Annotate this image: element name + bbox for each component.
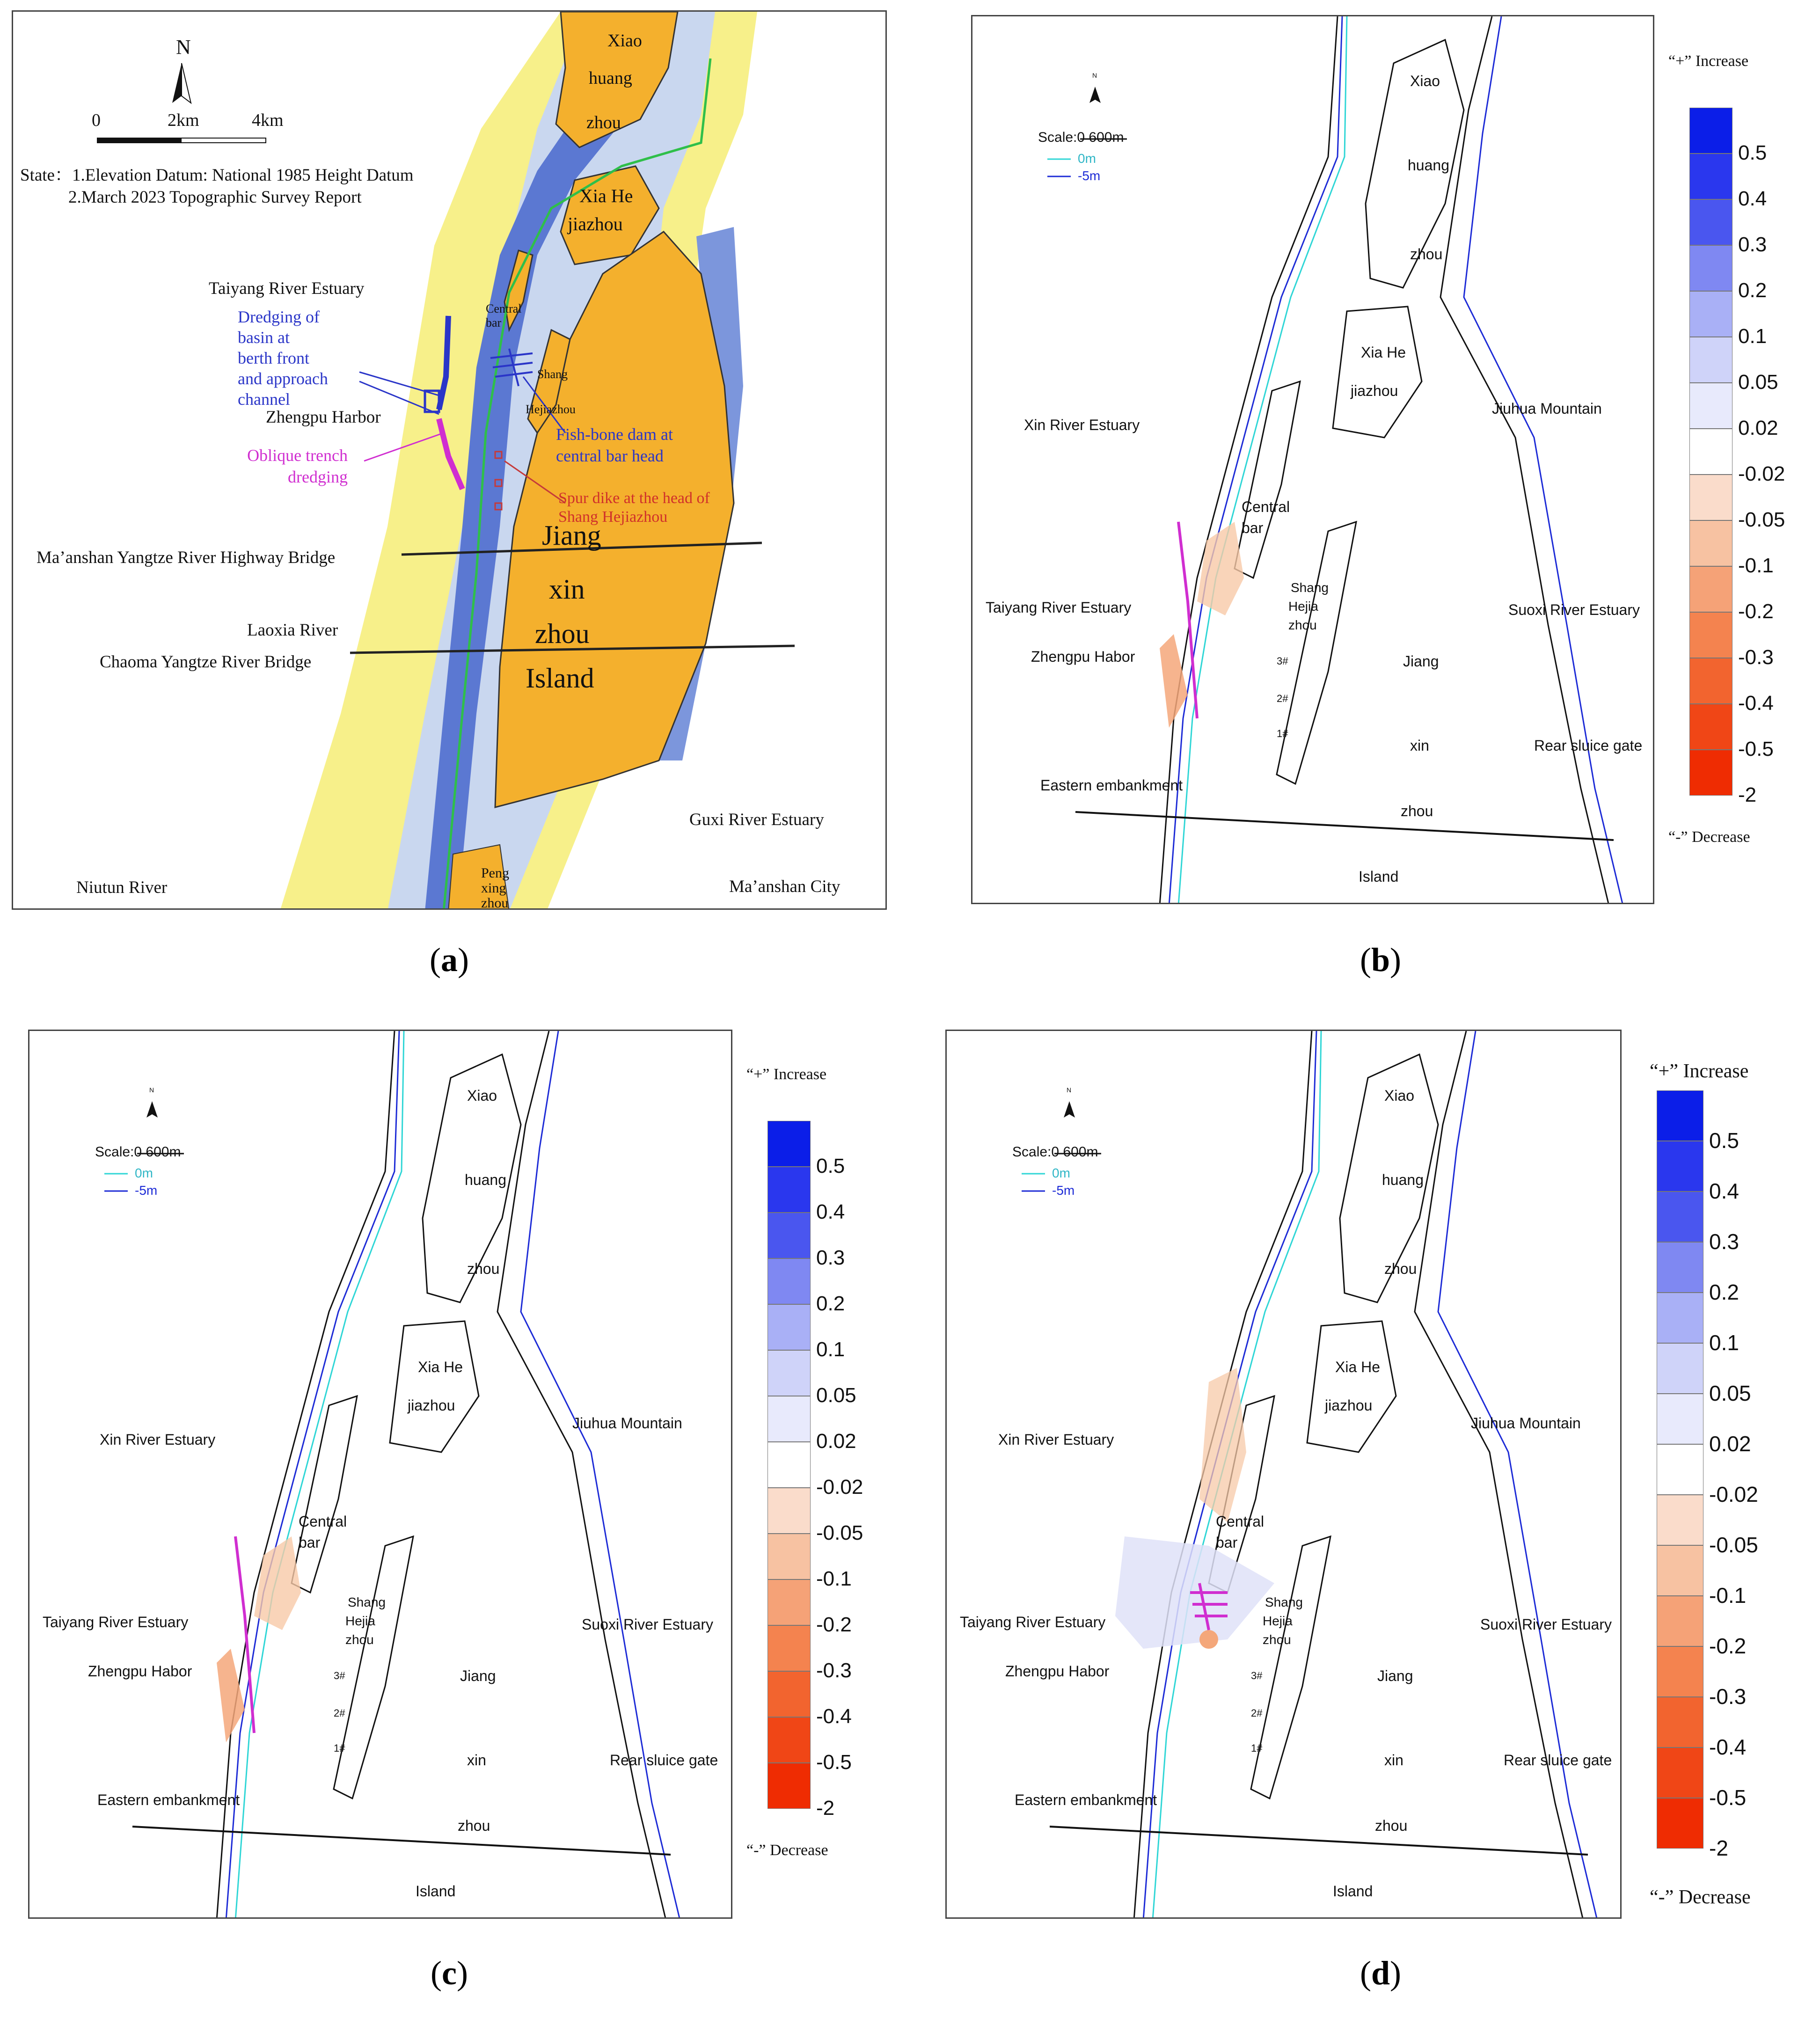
pengxing-line-1: Peng xyxy=(481,865,509,881)
colorbar-swatch xyxy=(767,1534,811,1579)
label-laoxia: Laoxia River xyxy=(247,621,338,640)
oblique-line-1: Oblique trench xyxy=(247,446,348,465)
label-central: Central xyxy=(299,1513,347,1530)
bridge-line xyxy=(1050,1827,1588,1855)
label-eastern: Eastern embankment xyxy=(1015,1791,1157,1808)
label-zhou: zhou xyxy=(467,1260,500,1277)
colorbar-level-label: -0.05 xyxy=(816,1521,863,1544)
label-taiyang: Taiyang River Estuary xyxy=(209,279,365,298)
label-zhou3: zhou xyxy=(345,1632,374,1647)
label-huang: huang xyxy=(1408,157,1449,174)
xiahejiazhou-outline xyxy=(1333,307,1422,438)
colorbar-level-label: 0.4 xyxy=(816,1200,845,1223)
colorbar-swatch xyxy=(767,1488,811,1534)
colorbar-level-label: 0.1 xyxy=(816,1338,845,1361)
north-label: N xyxy=(1092,72,1097,79)
fishbone-line-1: Fish-bone dam at xyxy=(556,425,673,444)
label-rear: Rear sluice gate xyxy=(1534,737,1643,754)
colorbar-swatch xyxy=(1657,1293,1703,1343)
label-huang: huang xyxy=(589,68,632,88)
north-label: N xyxy=(1067,1086,1072,1094)
colorbar-level-label: 0.4 xyxy=(1738,187,1767,210)
label-zhou3: zhou xyxy=(1263,1632,1291,1647)
state-line-1: State：1.Elevation Datum: National 1985 Height Datum xyxy=(20,166,414,185)
label-taiyang: Taiyang River Estuary xyxy=(43,1614,189,1630)
colorbar-level-label: 0.02 xyxy=(816,1429,856,1453)
colorbar-swatch xyxy=(767,1258,811,1304)
scale-2km: 2km xyxy=(168,110,199,130)
colorbar-level-label: 0.2 xyxy=(816,1292,845,1315)
label-jiang: Jiang xyxy=(542,520,601,551)
label-bar: bar xyxy=(1216,1534,1238,1551)
colorbar-swatch xyxy=(1689,291,1732,337)
colorbar-swatch xyxy=(1689,245,1732,291)
river-outline xyxy=(217,1031,680,1919)
label-xiao: Xiao xyxy=(467,1087,497,1104)
colorbar-swatch xyxy=(767,1671,811,1717)
pengxing-line-2: xing xyxy=(481,880,506,896)
colorbar-level-label: 0.5 xyxy=(816,1154,845,1177)
colorbar-level-label: -2 xyxy=(1709,1836,1728,1861)
label-rear: Rear sluice gate xyxy=(610,1752,718,1769)
colorbar-level-label: -0.4 xyxy=(1709,1735,1747,1760)
colorbar-swatch xyxy=(767,1167,811,1213)
colorbar-swatch xyxy=(1689,704,1732,750)
caption-d: (d) xyxy=(1360,1954,1401,1992)
label-xiao: Xiao xyxy=(1384,1087,1415,1104)
label-xiao: Xiao xyxy=(1410,73,1440,89)
legend-0m: 0m xyxy=(1052,1166,1070,1180)
scour-spot xyxy=(1199,1630,1218,1649)
colorbar-swatch xyxy=(1689,520,1732,566)
colorbar-level-label: -0.2 xyxy=(1738,599,1774,623)
caption-c: (c) xyxy=(431,1954,468,1992)
colorbar-swatch xyxy=(1689,475,1732,520)
colorbar-level-label: 0.02 xyxy=(1709,1432,1751,1456)
colorbar-level-label: -0.5 xyxy=(1738,737,1774,760)
colorbar-swatch xyxy=(1657,1495,1703,1545)
colorbar-swatch xyxy=(1689,383,1732,429)
label-shang: Shang xyxy=(1265,1595,1303,1609)
central-bar-outline xyxy=(1235,381,1300,578)
label-suoxi: Suoxi River Estuary xyxy=(1480,1616,1612,1633)
north-arrow-icon xyxy=(146,1101,158,1118)
colorbar-decrease: “-” Decrease xyxy=(746,1842,828,1859)
label-shang: Shang xyxy=(537,367,568,381)
colorbar-swatch xyxy=(767,1442,811,1488)
xiahejiazhou-outline xyxy=(1307,1321,1396,1452)
label-zhou3: zhou xyxy=(1288,618,1317,632)
label-shang: Shang xyxy=(348,1595,386,1609)
jiangxinzhou-outline xyxy=(1251,1536,1330,1798)
colorbar-level-label: 0.1 xyxy=(1738,324,1767,348)
label-zhou: zhou xyxy=(1410,246,1443,263)
panel-d-map xyxy=(945,1030,1622,1919)
label-spur-2: 2# xyxy=(1277,693,1288,704)
label-central: Central xyxy=(1216,1513,1264,1530)
label-spur-3: 3# xyxy=(1251,1670,1263,1681)
colorbar-swatch xyxy=(767,1625,811,1671)
label-zhengpu: Zhengpu Habor xyxy=(88,1663,192,1680)
label-jiazhou: jiazhou xyxy=(1351,382,1398,399)
colorbar-level-label: -0.5 xyxy=(1709,1785,1747,1810)
label-zhou: zhou xyxy=(586,113,621,132)
label-hejiazhou: Hejiazhou xyxy=(526,402,576,416)
colorbar-level-label: 0.02 xyxy=(1738,416,1778,439)
colorbar-swatch xyxy=(1689,199,1732,245)
north-label: N xyxy=(149,1086,154,1094)
label-chaoma: Chaoma Yangtze River Bridge xyxy=(100,652,312,672)
label-xiahe: Xia He xyxy=(1335,1359,1381,1375)
label-huang: huang xyxy=(1382,1171,1424,1188)
colorbar-level-label: -0.1 xyxy=(1738,554,1774,577)
label-guxi: Guxi River Estuary xyxy=(689,810,824,829)
label-spur-3: 3# xyxy=(334,1670,345,1681)
scale-label: Scale:0 600m xyxy=(1012,1144,1098,1160)
colorbar-level-label: 0.05 xyxy=(1738,370,1778,394)
label-jiuhua: Jiuhua Mountain xyxy=(572,1415,682,1432)
panel-a-svg xyxy=(13,12,887,910)
colorbar-swatch xyxy=(1689,612,1732,658)
label-bar: bar xyxy=(299,1534,321,1551)
colorbar-level-label: -0.02 xyxy=(1709,1482,1758,1507)
colorbar-level-label: 0.1 xyxy=(1709,1331,1739,1355)
label-xinriver: Xin River Estuary xyxy=(998,1431,1114,1448)
scale-bar xyxy=(97,138,266,143)
colorbar-level-label: 0.3 xyxy=(1709,1229,1739,1254)
colorbar-decrease: “-” Decrease xyxy=(1668,828,1750,846)
colorbar-level-label: -2 xyxy=(816,1796,835,1820)
decrease-zone xyxy=(1197,522,1244,615)
panel-c-svg xyxy=(29,1031,732,1919)
label-dredging xyxy=(238,307,328,409)
colorbar-level-label: -0.1 xyxy=(816,1567,852,1590)
label-eastern: Eastern embankment xyxy=(1040,777,1183,794)
label-eastern: Eastern embankment xyxy=(97,1791,240,1808)
central-bar-outline xyxy=(292,1396,357,1593)
label-taiyang: Taiyang River Estuary xyxy=(960,1614,1106,1630)
label-zhengpu: Zhengpu Habor xyxy=(1005,1663,1110,1680)
label-central-bar xyxy=(486,302,522,330)
colorbar-increase: “+” Increase xyxy=(1668,52,1749,70)
colorbar-level-label: -0.05 xyxy=(1738,508,1785,531)
colorbar-swatch xyxy=(767,1350,811,1396)
label-zhou: zhou xyxy=(1384,1260,1417,1277)
label-fishbone xyxy=(556,424,673,467)
colorbar-swatch xyxy=(1657,1444,1703,1495)
colorbar-decrease: “-” Decrease xyxy=(1650,1886,1751,1908)
jiangxinzhou-outline xyxy=(1277,522,1356,784)
colorbar-swatch xyxy=(1689,108,1732,154)
central-line-1: Central xyxy=(486,302,522,315)
scale-0: 0 xyxy=(92,110,101,130)
colorbar-level-label: 0.5 xyxy=(1709,1128,1739,1153)
colorbar-level-label: -0.2 xyxy=(816,1613,852,1636)
label-maanshan-city: Ma’anshan City xyxy=(729,877,841,896)
colorbar-level-label: -0.02 xyxy=(1738,462,1785,485)
label-jiang: Jiang xyxy=(1403,653,1439,670)
label-zhou-2: zhou xyxy=(535,618,590,649)
label-xin: xin xyxy=(467,1752,486,1769)
colorbar-swatch xyxy=(767,1304,811,1350)
colorbar-swatch xyxy=(1657,1242,1703,1293)
colorbar-swatch xyxy=(1689,154,1732,199)
pengxing-line-3: zhou xyxy=(481,895,509,910)
label-jiazhou: jiazhou xyxy=(408,1397,455,1414)
scale-label: Scale:0 600m xyxy=(95,1144,181,1160)
colorbar-swatch xyxy=(767,1579,811,1625)
panel-a-map xyxy=(12,10,887,910)
label-island: Island xyxy=(416,1883,456,1900)
colorbar-swatch xyxy=(1657,1596,1703,1646)
north-arrow-icon xyxy=(1064,1101,1075,1118)
label-zhou4: zhou xyxy=(458,1817,490,1834)
legend-5m: -5m xyxy=(135,1183,158,1198)
colorbar-level-label: 0.5 xyxy=(1738,141,1767,164)
colorbar-level-label: -0.3 xyxy=(1709,1684,1747,1709)
colorbar-level-label: -0.1 xyxy=(1709,1583,1747,1608)
dredging-line-5: channel xyxy=(238,390,290,409)
legend-0m: 0m xyxy=(1078,151,1096,166)
colorbar-level-label: 0.05 xyxy=(816,1383,856,1407)
colorbar-swatch xyxy=(767,1763,811,1809)
jiangxinzhou-outline xyxy=(334,1536,413,1798)
colorbar-swatch xyxy=(767,1396,811,1442)
colorbar-swatch xyxy=(1657,1545,1703,1596)
fishbone-line-2: central bar head xyxy=(556,446,664,465)
colorbar-swatch xyxy=(1657,1697,1703,1747)
colorbar-swatch xyxy=(1657,1090,1703,1141)
label-pengxing xyxy=(481,866,509,910)
label-spur-3: 3# xyxy=(1277,655,1288,667)
dredging-line-1: Dredging of xyxy=(238,307,320,326)
label-xin: xin xyxy=(1384,1752,1403,1769)
decrease-zone xyxy=(1199,1368,1246,1522)
colorbar-level-label: -0.3 xyxy=(816,1659,852,1682)
colorbar-level-label: -0.4 xyxy=(1738,691,1774,715)
colorbar-level-label: 0.3 xyxy=(816,1246,845,1269)
label-island: Island xyxy=(526,663,594,694)
colorbar-swatch xyxy=(1657,1747,1703,1798)
label-xin: xin xyxy=(1410,737,1429,754)
colorbar-level-label: -2 xyxy=(1738,783,1757,806)
colorbar-swatch xyxy=(1657,1343,1703,1394)
colorbar-level-label: -0.5 xyxy=(816,1750,852,1774)
colorbar-level-label: 0.2 xyxy=(1709,1280,1739,1305)
label-zhengpu: Zhengpu Harbor xyxy=(266,408,381,427)
colorbar-swatch xyxy=(1657,1192,1703,1242)
river-outline xyxy=(1160,16,1623,904)
label-maanshan-bridge: Ma’anshan Yangtze River Highway Bridge xyxy=(37,548,336,567)
label-xinriver: Xin River Estuary xyxy=(100,1431,216,1448)
label-taiyang: Taiyang River Estuary xyxy=(986,599,1132,616)
label-huang: huang xyxy=(465,1171,506,1188)
colorbar-level-label: 0.2 xyxy=(1738,278,1767,302)
spur-line-1: Spur dike at the head of xyxy=(558,490,710,507)
label-jiuhua: Jiuhua Mountain xyxy=(1471,1415,1581,1432)
central-line-2: bar xyxy=(486,316,502,329)
label-xin: xin xyxy=(549,574,585,605)
legend-5m: -5m xyxy=(1052,1183,1075,1198)
panel-c-map xyxy=(28,1030,732,1919)
colorbar-swatch xyxy=(1689,750,1732,796)
dredging-line-3: berth front xyxy=(238,349,309,367)
label-jiang: Jiang xyxy=(460,1667,496,1684)
label-suoxi: Suoxi River Estuary xyxy=(582,1616,713,1633)
label-zhou4: zhou xyxy=(1401,803,1433,819)
legend-0m: 0m xyxy=(135,1166,153,1180)
label-shang: Shang xyxy=(1291,580,1329,595)
label-spur-1: 1# xyxy=(334,1742,345,1754)
label-xiao: Xiao xyxy=(607,31,642,51)
label-xinriver: Xin River Estuary xyxy=(1024,417,1140,433)
colorbar-swatch xyxy=(767,1213,811,1258)
colorbar-swatch xyxy=(767,1121,811,1167)
label-spur-1: 1# xyxy=(1251,1742,1263,1754)
label-xiahe: Xia He xyxy=(579,185,633,206)
label-suoxi: Suoxi River Estuary xyxy=(1508,601,1640,618)
scale-label: Scale:0 600m xyxy=(1038,130,1124,145)
colorbar-level-label: 0.4 xyxy=(1709,1179,1739,1204)
colorbar-swatch xyxy=(1689,429,1732,475)
label-xiahe: Xia He xyxy=(1361,344,1406,361)
label-jiazhou: jiazhou xyxy=(1325,1397,1373,1414)
colorbar-swatch xyxy=(1657,1394,1703,1444)
colorbar-swatch xyxy=(1689,337,1732,383)
colorbar-level-label: 0.05 xyxy=(1709,1381,1751,1406)
label-zhou4: zhou xyxy=(1375,1817,1408,1834)
colorbar-swatch xyxy=(1689,566,1732,612)
label-island: Island xyxy=(1333,1883,1373,1900)
north-arrow-icon xyxy=(1089,87,1101,103)
label-hejia: Hejia xyxy=(345,1614,375,1628)
colorbar-level-label: -0.3 xyxy=(1738,645,1774,669)
label-central: Central xyxy=(1242,498,1290,515)
decrease-zone xyxy=(254,1536,301,1630)
colorbar-swatch xyxy=(1657,1141,1703,1192)
dredging-line-4: and approach xyxy=(238,369,328,388)
colorbar-swatch xyxy=(1657,1798,1703,1849)
caption-a: (a) xyxy=(430,941,469,979)
north-label: N xyxy=(176,36,191,58)
label-hejia: Hejia xyxy=(1288,599,1318,614)
label-rear: Rear sluice gate xyxy=(1504,1752,1612,1769)
colorbar-increase: “+” Increase xyxy=(1650,1060,1749,1082)
bridge-line xyxy=(1075,812,1614,840)
label-island: Island xyxy=(1359,868,1399,885)
label-spur-1: 1# xyxy=(1277,728,1288,739)
label-jiang: Jiang xyxy=(1377,1667,1413,1684)
colorbar-level-label: -0.2 xyxy=(1709,1634,1747,1659)
bridge-line xyxy=(132,1827,671,1855)
label-spur-2: 2# xyxy=(1251,1707,1263,1719)
state-line-2: 2.March 2023 Topographic Survey Report xyxy=(68,188,362,207)
label-zhengpu: Zhengpu Habor xyxy=(1031,648,1135,665)
xiahejiazhou-outline xyxy=(390,1321,479,1452)
colorbar-level-label: -0.4 xyxy=(816,1704,852,1728)
label-jiazhou: jiazhou xyxy=(568,213,623,234)
label-niutun: Niutun River xyxy=(76,878,168,897)
label-jiuhua: Jiuhua Mountain xyxy=(1492,400,1602,417)
colorbar-increase: “+” Increase xyxy=(746,1066,827,1083)
label-xiahe: Xia He xyxy=(418,1359,463,1375)
colorbar-level-label: 0.3 xyxy=(1738,233,1767,256)
label-oblique xyxy=(217,445,348,488)
label-spur-2: 2# xyxy=(334,1707,345,1719)
label-hejia: Hejia xyxy=(1263,1614,1293,1628)
spur-line-2: Shang Hejiazhou xyxy=(558,508,668,526)
colorbar-level-label: -0.02 xyxy=(816,1475,863,1499)
colorbar-swatch xyxy=(767,1717,811,1763)
colorbar-swatch xyxy=(1657,1646,1703,1697)
colorbar-swatch xyxy=(1689,658,1732,704)
oblique-line-2: dredging xyxy=(288,468,348,486)
legend-5m: -5m xyxy=(1078,168,1101,183)
north-arrow-icon xyxy=(172,63,191,103)
panel-d-svg xyxy=(947,1031,1622,1919)
panel-b-svg xyxy=(972,16,1654,904)
panel-b-map xyxy=(971,15,1654,904)
scale-4km: 4km xyxy=(252,110,284,130)
colorbar-level-label: -0.05 xyxy=(1709,1533,1758,1557)
label-bar: bar xyxy=(1242,519,1264,536)
caption-b: (b) xyxy=(1360,941,1401,979)
dredging-line-2: basin at xyxy=(238,328,290,347)
